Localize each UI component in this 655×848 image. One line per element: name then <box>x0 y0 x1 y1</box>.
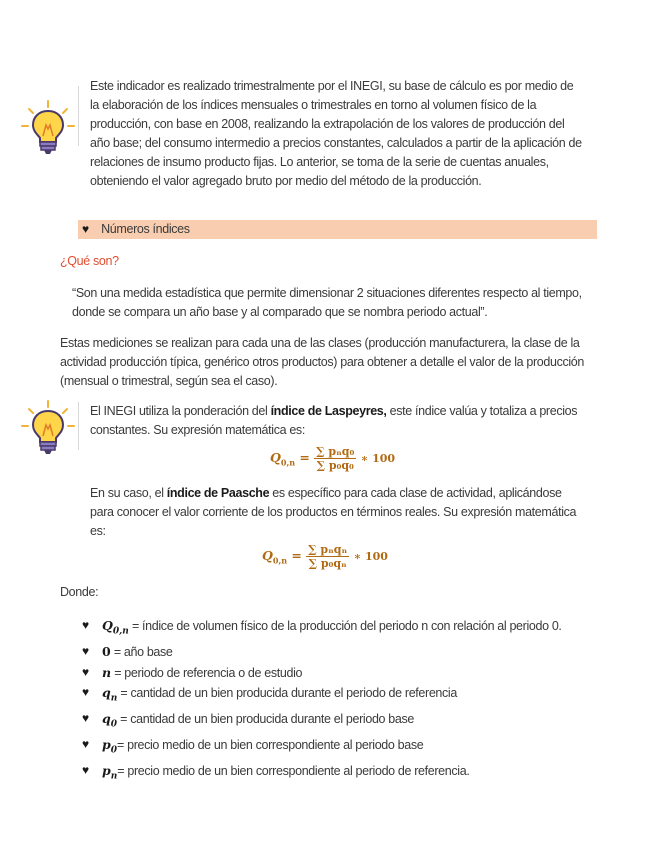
formula-fraction <box>306 543 349 570</box>
paasche-pre: En su caso, el <box>90 486 167 500</box>
formula-lhs: Q <box>262 548 273 563</box>
donde-label: Donde: <box>60 585 99 599</box>
definitions-list <box>82 616 562 787</box>
formula-lhs: Q <box>270 450 281 465</box>
divider <box>78 402 79 450</box>
paasche-paragraph <box>90 484 580 541</box>
list-item: ♥ $Q_{0,n}$ = índice de volumen físico de la producción del periodo n con relación al periodo 0. <box>82 616 562 642</box>
laspeyres-bold: índice de Laspeyres, <box>270 404 387 418</box>
list-item: ♥ $p_0=$ precio medio de un bien correspondiente al periodo base <box>82 735 562 761</box>
paasche-formula <box>262 543 388 570</box>
laspeyres-formula <box>270 445 395 472</box>
paasche-post: es específico para cada clase de actividad, aplicándose para conocer el valor corriente de los productos en términos reales. Su expresión matemática es: <box>90 486 577 538</box>
heart-bullet-icon: ♥ <box>82 222 89 236</box>
formula-numerator: ∑ pₙq₀ <box>316 445 355 458</box>
formula-lhs-sub: 0,n <box>280 457 296 468</box>
lightbulb-icon <box>18 98 78 158</box>
list-item: ♥ $p_n=$ precio medio de un bien correspondiente al periodo de referencia. <box>82 761 562 787</box>
formula-eq: = <box>291 548 302 563</box>
divider <box>78 86 79 146</box>
formula-lhs-sub: 0,n <box>272 555 288 566</box>
formula-denominator: ∑ p₀qₙ <box>308 557 347 570</box>
question-heading: ¿Qué son? <box>60 254 119 268</box>
formula-rhs: ∗ 100 <box>360 452 396 465</box>
mediciones-paragraph: Estas mediciones se realizan para cada una de las clases (producción manufacturera, la clase de la actividad producción típica, genérico otros productos) para obtener a detalle el valor de la producción (mensual o trimestral, según sea el caso). <box>60 336 585 388</box>
list-item: ♥ $q_0$ = cantidad de un bien producida durante el periodo base <box>82 709 562 735</box>
formula-eq: = <box>299 450 310 465</box>
list-item: ♥ n = periodo de referencia o de estudio <box>82 663 562 684</box>
list-item: ♥ 0 = año base <box>82 642 562 663</box>
formula-rhs: ∗ 100 <box>353 550 388 563</box>
laspeyres-pre: El INEGI utiliza la ponderación del <box>90 404 271 418</box>
formula-numerator: ∑ pₙqₙ <box>308 543 348 556</box>
paasche-bold: índice de Paasche <box>166 486 270 500</box>
formula-denominator: ∑ p₀q₀ <box>316 459 354 472</box>
list-item: ♥ $q_n$ = cantidad de un bien producida durante el periodo de referencia <box>82 683 562 709</box>
intro-paragraph: Este indicador es realizado trimestralmente por el INEGI, su base de cálculo es por medio de la elaboración de los índices mensuales o trimestrales en torno al volumen físico de la producción, con base en 2008, realizando la extrapolación de los valores de producción del año base; del consumo intermedio a precios constantes, calculados a partir de la aplicación de relaciones de insumo producto fijas. Lo anterior, se toma de la serie de cuentas anuales, obteniendo el valor agregado bruto por medio del método de la producción. <box>90 79 582 188</box>
formula-fraction <box>314 445 356 472</box>
section-bullet-label: Números índices <box>101 222 190 236</box>
laspeyres-paragraph <box>90 402 590 440</box>
lightbulb-icon <box>18 398 78 458</box>
laspeyres-post: este índice valúa y totaliza a precios constantes. Su expresión matemática es: <box>90 404 578 437</box>
section-bullet <box>82 222 190 236</box>
quote-paragraph: “Son una medida estadística que permite dimensionar 2 situaciones diferentes respecto al tiempo, donde se compara un año base y al comparado que se nombra periodo actual”. <box>72 286 582 319</box>
